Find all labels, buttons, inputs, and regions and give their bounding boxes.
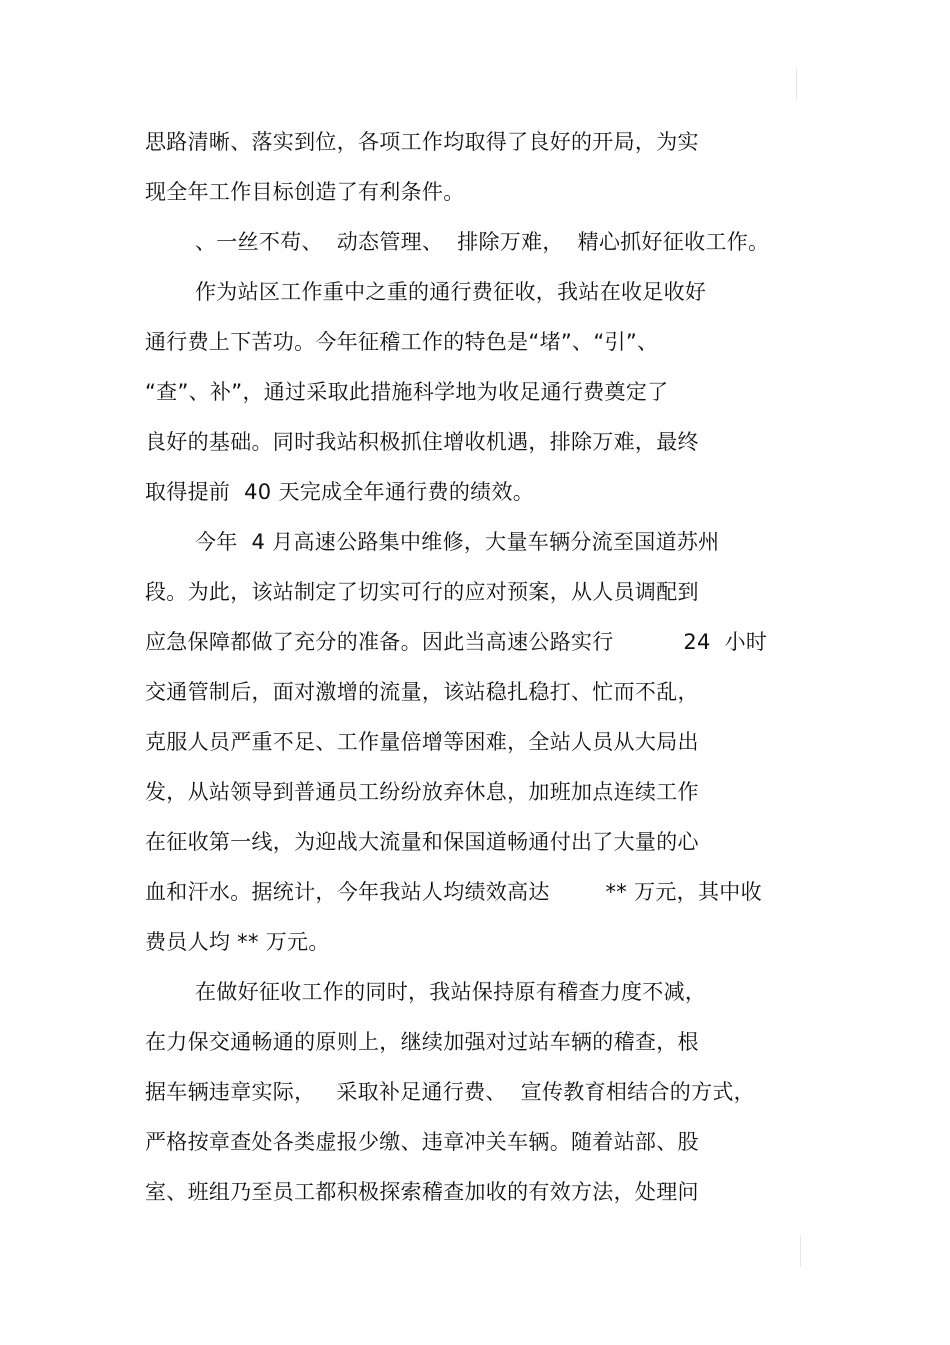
text-line: 、一丝不苟、 动态管理、 排除万难， 精心抓好征收工作。: [195, 230, 770, 254]
text-line: 作为站区工作重中之重的通行费征收，我站在收足收好: [195, 280, 707, 304]
text-line: 通行费上下苦功。今年征稽工作的特色是“堵”、“引”、: [145, 330, 659, 354]
text-line: 良好的基础。同时我站积极抓住增收机遇，排除万难，最终: [145, 430, 699, 454]
text-line: 血和汗水。据统计，今年我站人均绩效高达 ** 万元，其中收: [145, 880, 762, 904]
text-line: 严格按章查处各类虚报少缴、违章冲关车辆。随着站部、股: [145, 1130, 699, 1154]
text-line: 室、班组乃至员工都积极探索稽查加收的有效方法，处理问: [145, 1180, 699, 1204]
text-line: 在力保交通畅通的原则上，继续加强对过站车辆的稽查，根: [145, 1030, 699, 1054]
text-line: 在征收第一线，为迎战大流量和保国道畅通付出了大量的心: [145, 830, 699, 854]
margin-mark-top: [796, 68, 797, 100]
text-line: 现全年工作目标创造了有利条件。: [145, 180, 465, 204]
text-line: 今年 4 月高速公路集中维修，大量车辆分流至国道苏州: [195, 530, 720, 554]
text-line: “查”、补”，通过采取此措施科学地为收足通行费奠定了: [145, 380, 669, 404]
margin-mark-bottom: [800, 1235, 801, 1267]
text-line: 思路清晰、落实到位，各项工作均取得了良好的开局，为实: [145, 130, 699, 154]
text-line: 交通管制后，面对激增的流量，该站稳扎稳打、忙而不乱，: [145, 680, 699, 704]
text-line: 应急保障都做了充分的准备。因此当高速公路实行 24 小时: [145, 630, 768, 654]
text-line: 据车辆违章实际， 采取补足通行费、 宣传教育相结合的方式，: [145, 1080, 755, 1104]
text-line: 在做好征收工作的同时，我站保持原有稽查力度不减，: [195, 980, 707, 1004]
text-line: 发，从站领导到普通员工纷纷放弃休息，加班加点连续工作: [145, 780, 699, 804]
text-line: 费员人均 ** 万元。: [145, 930, 330, 954]
text-line: 取得提前 40 天完成全年通行费的绩效。: [145, 480, 535, 504]
text-line: 段。为此，该站制定了切实可行的应对预案，从人员调配到: [145, 580, 699, 604]
text-line: 克服人员严重不足、工作量倍增等困难，全站人员从大局出: [145, 730, 699, 754]
